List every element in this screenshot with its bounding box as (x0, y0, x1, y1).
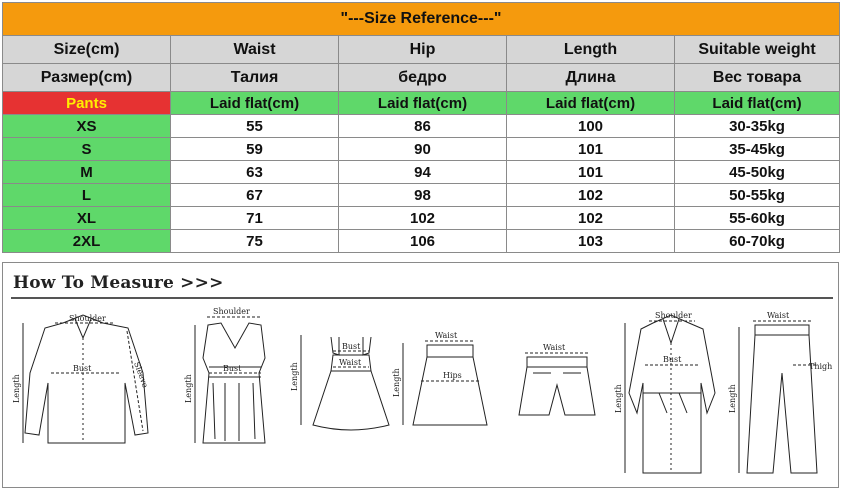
header-weight: Suitable weight (675, 36, 840, 64)
header-row-en (3, 36, 840, 64)
header-size-ru: Размер(cm) (3, 64, 171, 92)
shirt-illustration (23, 315, 148, 443)
size-cell: 2XL (3, 230, 171, 253)
header-waist: Waist (171, 36, 339, 64)
label-bust: Bust (663, 355, 682, 364)
weight-cell: 30-35kg (675, 115, 840, 138)
pants-label: Pants (3, 92, 171, 115)
hip-cell: 102 (339, 207, 507, 230)
size-cell: XL (3, 207, 171, 230)
size-cell: S (3, 138, 171, 161)
waist-cell: 67 (171, 184, 339, 207)
label-length: Length (614, 384, 623, 413)
size-cell: L (3, 184, 171, 207)
label-length: Length (290, 362, 299, 391)
label-bust: Bust (73, 364, 92, 373)
waist-cell: 75 (171, 230, 339, 253)
skirt-illustration (403, 341, 487, 425)
label-length: Length (728, 384, 737, 413)
weight-cell: 35-45kg (675, 138, 840, 161)
hip-cell: 86 (339, 115, 507, 138)
table-row (3, 207, 840, 230)
length-cell: 101 (507, 161, 675, 184)
header-length: Length (507, 36, 675, 64)
label-waist: Waist (543, 343, 566, 352)
weight-cell: 60-70kg (675, 230, 840, 253)
length-cell: 100 (507, 115, 675, 138)
label-shoulder: Shoulder (655, 311, 692, 320)
waist-cell: 55 (171, 115, 339, 138)
label-waist: Waist (339, 358, 362, 367)
header-hip: Hip (339, 36, 507, 64)
length-cell: 103 (507, 230, 675, 253)
laid-flat-label: Laid flat(cm) (339, 92, 507, 115)
weight-cell: 45-50kg (675, 161, 840, 184)
hip-cell: 90 (339, 138, 507, 161)
header-hip-ru: бедро (339, 64, 507, 92)
coat-illustration (625, 315, 715, 473)
hip-cell: 94 (339, 161, 507, 184)
tank-top-illustration (195, 317, 265, 443)
size-table (2, 2, 840, 253)
label-length: Length (392, 368, 401, 397)
label-sleeve: Sleeve (132, 360, 150, 389)
laid-flat-label: Laid flat(cm) (171, 92, 339, 115)
table-title-row (3, 3, 840, 36)
laid-flat-label: Laid flat(cm) (675, 92, 840, 115)
label-waist: Waist (767, 311, 790, 320)
table-row (3, 161, 840, 184)
waist-cell: 59 (171, 138, 339, 161)
header-weight-ru: Вес товара (675, 64, 840, 92)
label-hips: Hips (443, 371, 462, 380)
how-to-measure-heading: How To Measure >>> (13, 273, 224, 293)
shorts-illustration (519, 353, 595, 415)
waist-cell: 71 (171, 207, 339, 230)
table-row (3, 115, 840, 138)
laid-flat-label: Laid flat(cm) (507, 92, 675, 115)
header-length-ru: Длина (507, 64, 675, 92)
label-bust: Bust (223, 364, 242, 373)
weight-cell: 50-55kg (675, 184, 840, 207)
label-bust: Bust (342, 342, 361, 351)
pants-illustration (739, 321, 817, 473)
laid-flat-row (3, 92, 840, 115)
label-length: Length (184, 374, 193, 403)
header-size: Size(cm) (3, 36, 171, 64)
label-shoulder: Shoulder (213, 307, 250, 316)
label-length: Length (12, 374, 21, 403)
weight-cell: 55-60kg (675, 207, 840, 230)
label-thigh: Thigh (809, 362, 833, 371)
length-cell: 102 (507, 184, 675, 207)
hip-cell: 106 (339, 230, 507, 253)
header-row-ru (3, 64, 840, 92)
how-to-measure-panel (2, 262, 839, 488)
waist-cell: 63 (171, 161, 339, 184)
size-cell: XS (3, 115, 171, 138)
length-cell: 102 (507, 207, 675, 230)
header-waist-ru: Талия (171, 64, 339, 92)
size-cell: M (3, 161, 171, 184)
table-row (3, 184, 840, 207)
hip-cell: 98 (339, 184, 507, 207)
label-waist: Waist (435, 331, 458, 340)
length-cell: 101 (507, 138, 675, 161)
table-title: "---Size Reference---" (3, 3, 840, 36)
table-row (3, 230, 840, 253)
measure-illustrations (3, 263, 838, 487)
table-row (3, 138, 840, 161)
label-shoulder: Shoulder (69, 314, 106, 323)
